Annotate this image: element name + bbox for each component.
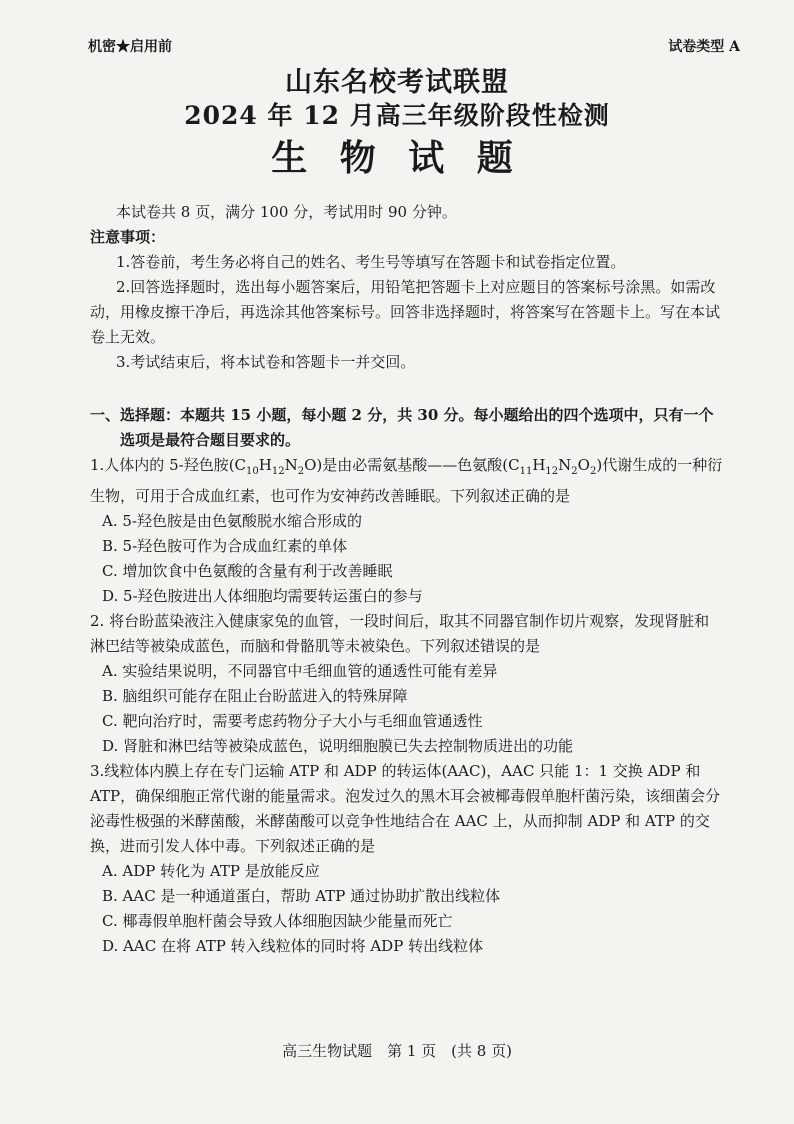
multiple-choice-section [90, 403, 724, 959]
exam-alliance-title: 山东名校考试联盟 [285, 67, 509, 98]
question-1-option-c: C. 增加饮食中色氨酸的含量有利于改善睡眠 [102, 562, 393, 580]
question-3-option-a: A. ADP 转化为 ATP 是放能反应 [102, 862, 320, 880]
question-3-option-c: C. 椰毒假单胞杆菌会导致人体细胞因缺少能量而死亡 [102, 912, 453, 930]
notice-item: 1.答卷前，考生务必将自己的姓名、考生号等填写在答题卡和试卷指定位置。 [116, 253, 626, 271]
question-1-option-a: A. 5-羟色胺是由色氨酸脱水缩合形成的 [102, 512, 362, 530]
exam-summary: 本试卷共 8 页，满分 100 分，考试用时 90 分钟。 [116, 203, 457, 221]
confidential-label: 机密★启用前 [88, 39, 172, 55]
question-2-option-c: C. 靶向治疗时，需要考虑药物分子大小与毛细血管通透性 [102, 712, 483, 730]
notice-item: 2.回答选择题时，选出每小题答案后，用铅笔把答题卡上对应题目的答案标号涂黑。如需改动，用橡皮擦干净后，再选涂其他答案标号。回答非选择题时，将答案写在答题卡上。写在本试卷上无效。 [90, 278, 721, 346]
question-1-option-b: B. 5-羟色胺可作为合成血红素的单体 [102, 537, 348, 555]
notice-item: 3.考试结束后，将本试卷和答题卡一并交回。 [116, 353, 416, 371]
question-2-option-b: B. 脑组织可能存在阻止台盼蓝进入的特殊屏障 [102, 687, 408, 705]
section-heading: 一、选择题：本题共 15 小题，每小题 2 分，共 30 分。每小题给出的四个选项中，只有一个选项是最符合题目要求的。 [90, 406, 714, 449]
question-1-option-d: D. 5-羟色胺进出人体细胞均需要转运蛋白的参与 [102, 587, 423, 605]
question-2-option-d: D. 肾脏和淋巴结等被染成蓝色，说明细胞膜已失去控制物质进出的功能 [102, 737, 574, 755]
subject-title: 生 物 试 题 [271, 137, 523, 179]
question-3-stem: 3.线粒体内膜上存在专门运输 ATP 和 ADP 的转运体(AAC)，AAC 只能 1：1 交换 ADP 和 ATP，确保细胞正常代谢的能量需求。泡发过久的黑木耳会被椰毒假单胞杆菌污染，该细菌会分泌毒性极强的米酵菌酸，米酵菌酸可以竞争性地结合在 AAC 上，从而抑制 ADP 和 ATP 的交换，进而引发人体中毒。下列叙述正确的是 [90, 762, 721, 855]
page-footer: 高三生物试题 第 1 页 (共 8 页) [282, 1042, 512, 1060]
instructions-block [90, 200, 724, 375]
question-2-option-a: A. 实验结果说明，不同器官中毛细血管的通透性可能有差异 [102, 662, 498, 680]
question-3-option-d: D. AAC 在将 ATP 转入线粒体的同时将 ADP 转出线粒体 [102, 937, 484, 955]
notice-heading: 注意事项： [90, 228, 166, 246]
question-3-option-b: B. AAC 是一种通道蛋白，帮助 ATP 通过协助扩散出线粒体 [102, 887, 501, 905]
question-1-stem: 1.人体内的 5-羟色胺$(C_{10}H_{12}N_2O)$是由必需氨基酸——色氨酸$(C_{11}H_{12}N_2O_2)$代谢生成的一种衍生物，可用于合成血红素，也可作为安神药改善睡眠。下列叙述正确的是 [90, 456, 723, 505]
exam-date-title: 2024 年 12 月高三年级阶段性检测 [184, 101, 610, 130]
paper-type-label: 试卷类型 A [668, 39, 740, 55]
question-2-stem: 2. 将台盼蓝染液注入健康家兔的血管，一段时间后，取其不同器官制作切片观察，发现肾脏和淋巴结等被染成蓝色，而脑和骨骼肌等未被染色。下列叙述错误的是 [90, 612, 710, 655]
